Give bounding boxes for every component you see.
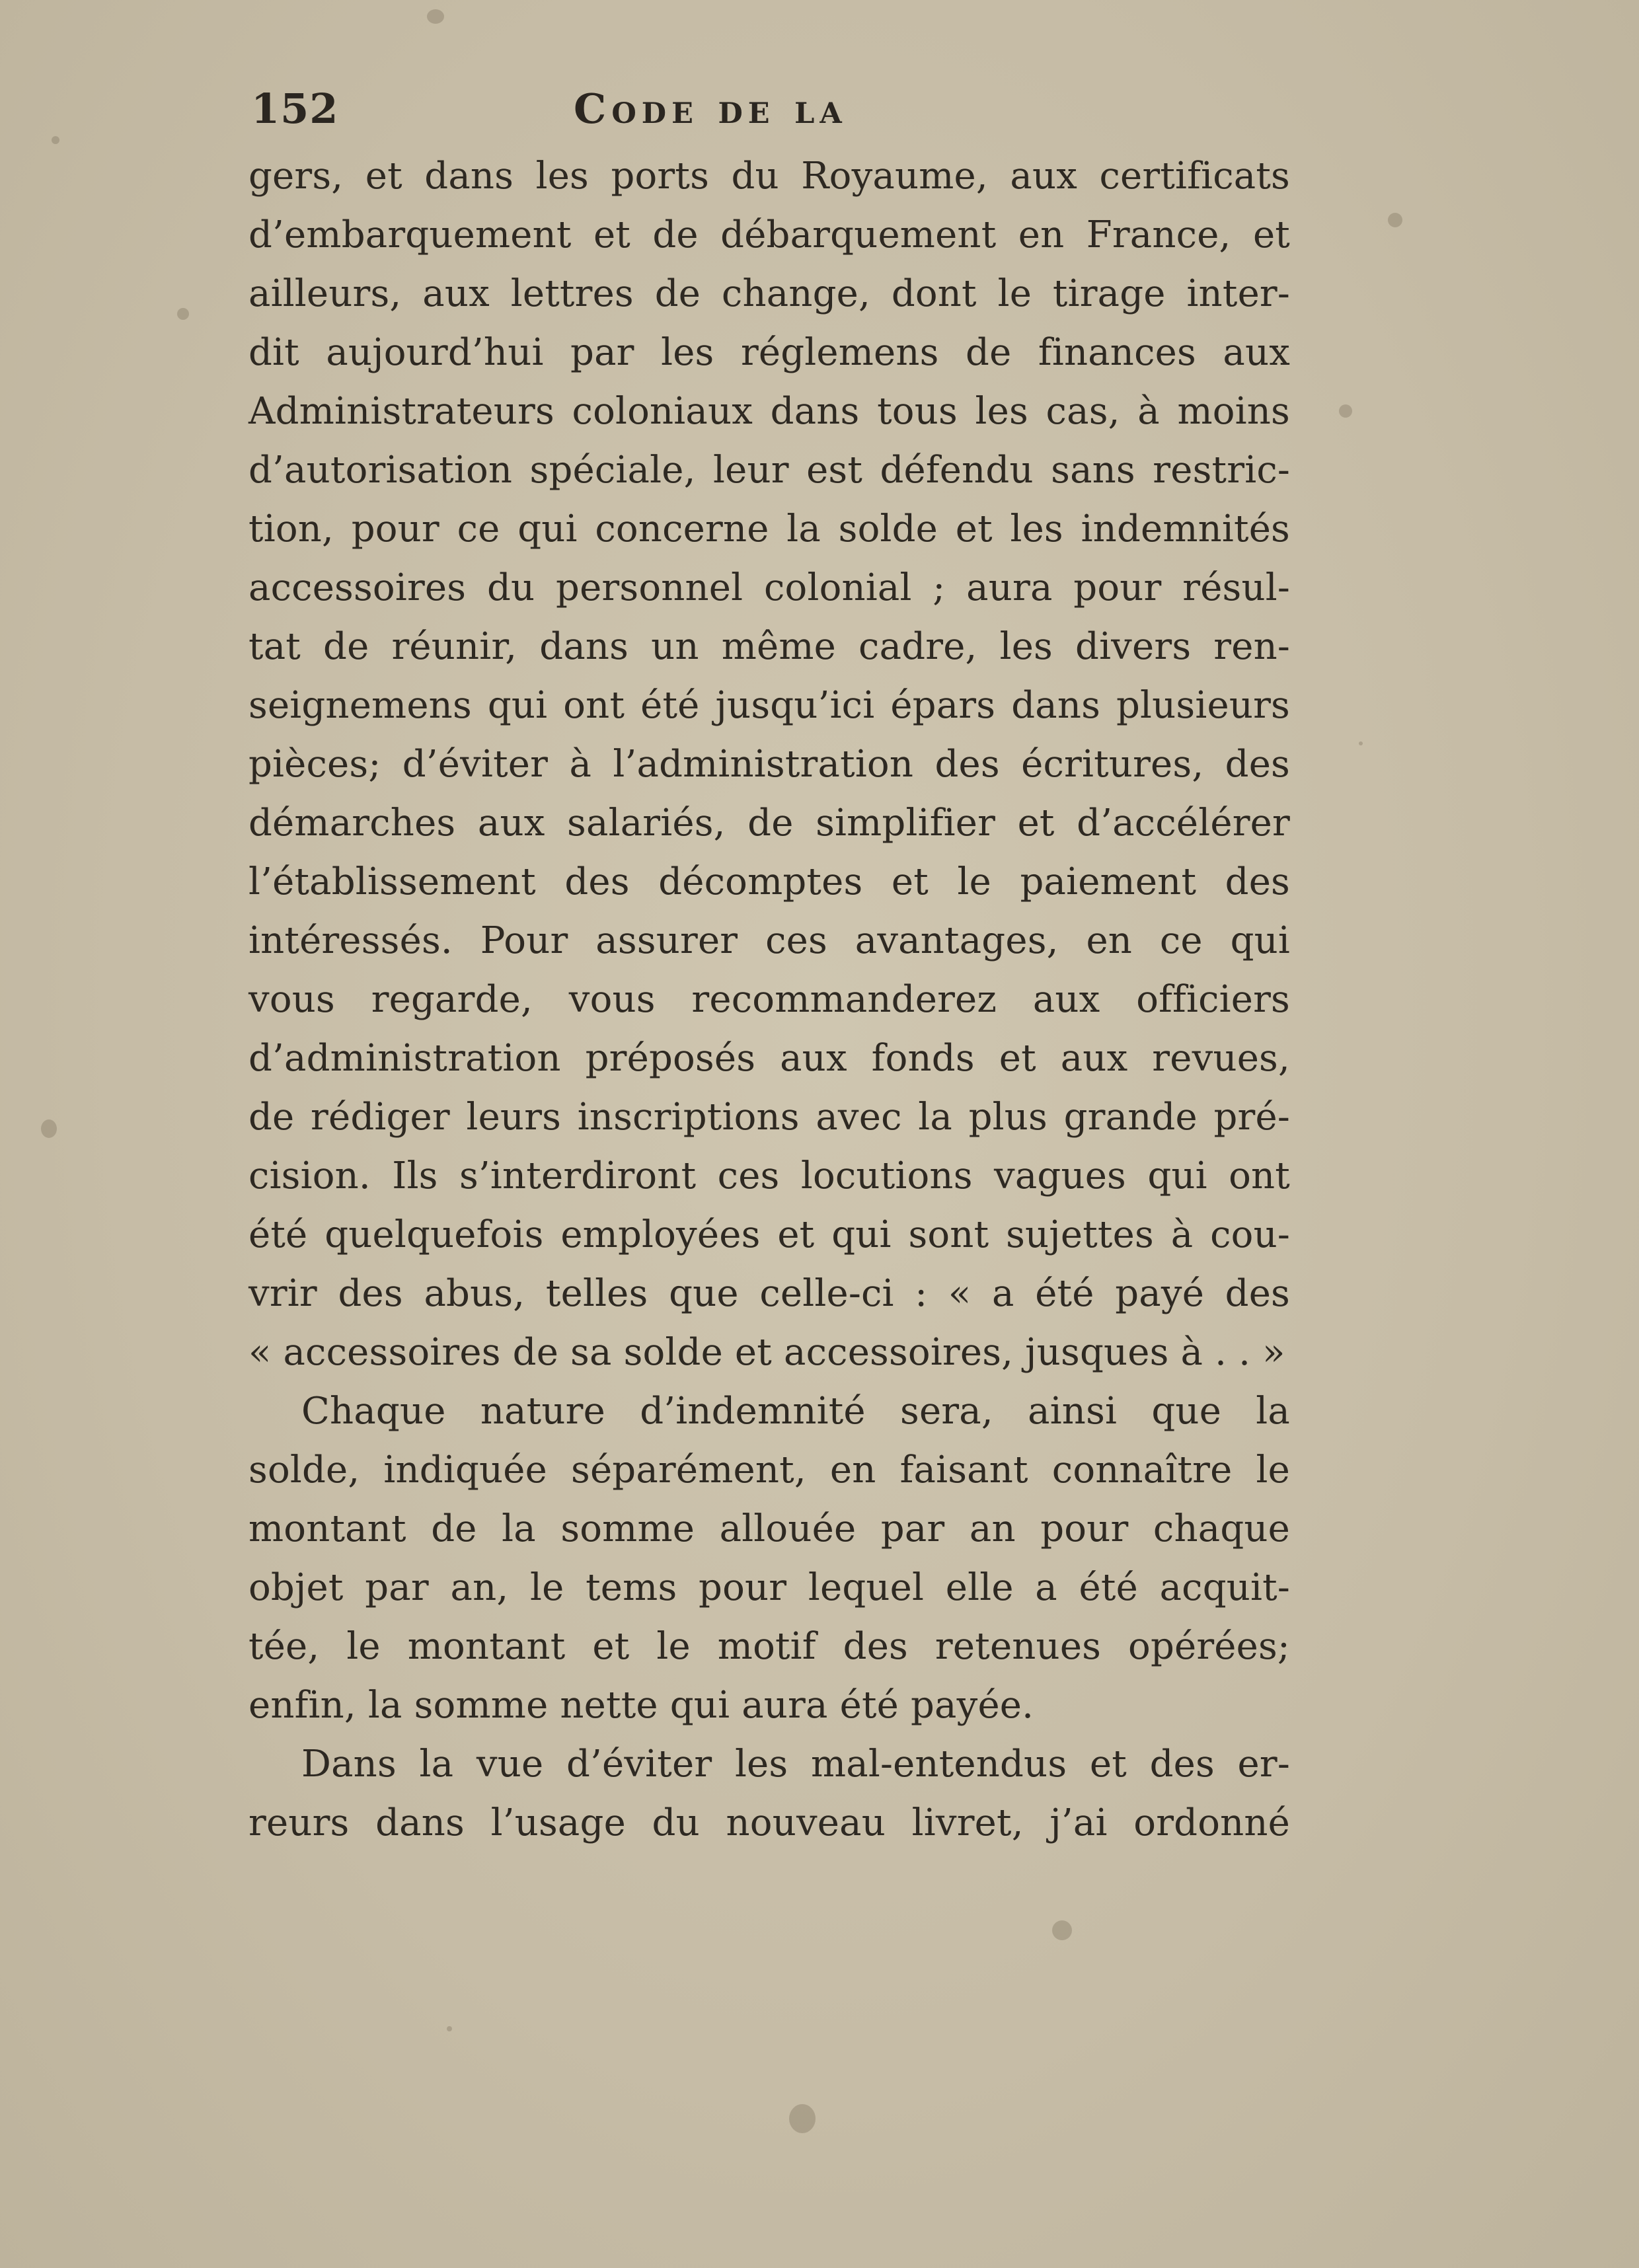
paper-speck	[41, 1119, 57, 1138]
text-line: de rédiger leurs inscriptions avec la plus grande pré-	[248, 1096, 1290, 1139]
text-line: objet par an, le tems pour lequel elle a été acquit-	[248, 1566, 1290, 1609]
text-line: d’embarquement et de débarquement en France, et	[248, 213, 1290, 256]
paper-speck	[1388, 213, 1402, 227]
page-header	[251, 85, 1282, 144]
text-line: tion, pour ce qui concerne la solde et les indemnités	[248, 508, 1290, 550]
paragraph-start-line: Dans la vue d’éviter les mal-entendus et des er-	[301, 1743, 1290, 1786]
text-line: « accessoires de sa solde et accessoires, jusques à . . »	[248, 1331, 1285, 1374]
paper-speck	[447, 2026, 452, 2031]
text-line: solde, indiquée séparément, en faisant connaître le	[248, 1449, 1290, 1492]
text-line: vous regarde, vous recommanderez aux officiers	[248, 978, 1290, 1021]
text-line: montant de la somme allouée par an pour chaque	[248, 1507, 1290, 1550]
text-line: reurs dans l’usage du nouveau livret, j’ai ordonné	[248, 1801, 1290, 1844]
text-line: d’autorisation spéciale, leur est défendu sans restric-	[248, 449, 1290, 492]
text-line: tat de réunir, dans un même cadre, les divers ren-	[248, 625, 1290, 668]
text-line: démarches aux salariés, de simplifier et d’accélérer	[248, 802, 1290, 845]
body-text	[248, 147, 1290, 1852]
paragraph-start-line: Chaque nature d’indemnité sera, ainsi que la	[301, 1390, 1290, 1433]
text-line: dit aujourd’hui par les réglemens de finances aux	[248, 331, 1290, 374]
text-line: été quelquefois employées et qui sont sujettes à cou-	[248, 1213, 1290, 1256]
text-line: tée, le montant et le motif des retenues opérées;	[248, 1625, 1290, 1668]
text-line: l’établissement des décomptes et le paiement des	[248, 860, 1290, 903]
text-line: pièces; d’éviter à l’administration des écritures, des	[248, 743, 1290, 786]
paper-speck	[427, 9, 444, 24]
paper-speck	[1339, 404, 1352, 418]
text-line: seignemens qui ont été jusqu’ici épars dans plusieurs	[248, 684, 1290, 727]
text-line: cision. Ils s’interdiront ces locutions vagues qui ont	[248, 1154, 1290, 1197]
paper-speck	[177, 308, 189, 320]
text-line: enfin, la somme nette qui aura été payée.	[248, 1684, 1034, 1727]
paper-speck	[1359, 741, 1363, 745]
text-line: gers, et dans les ports du Royaume, aux certificats	[248, 155, 1290, 198]
paper-speck	[52, 136, 59, 144]
text-line: accessoires du personnel colonial ; aura pour résul-	[248, 566, 1290, 609]
text-line: ailleurs, aux lettres de change, dont le tirage inter-	[248, 272, 1290, 315]
text-line: intéressés. Pour assurer ces avantages, en ce qui	[248, 919, 1290, 962]
text-line: d’administration préposés aux fonds et aux revues,	[248, 1037, 1290, 1080]
page-number: 152	[251, 85, 339, 133]
paper-speck	[789, 2104, 816, 2133]
paper-speck	[1052, 1920, 1072, 1940]
running-head: Code de la	[574, 85, 847, 133]
text-line: Administrateurs coloniaux dans tous les cas, à moins	[248, 390, 1290, 433]
text-line: vrir des abus, telles que celle-ci : « a été payé des	[248, 1272, 1290, 1315]
